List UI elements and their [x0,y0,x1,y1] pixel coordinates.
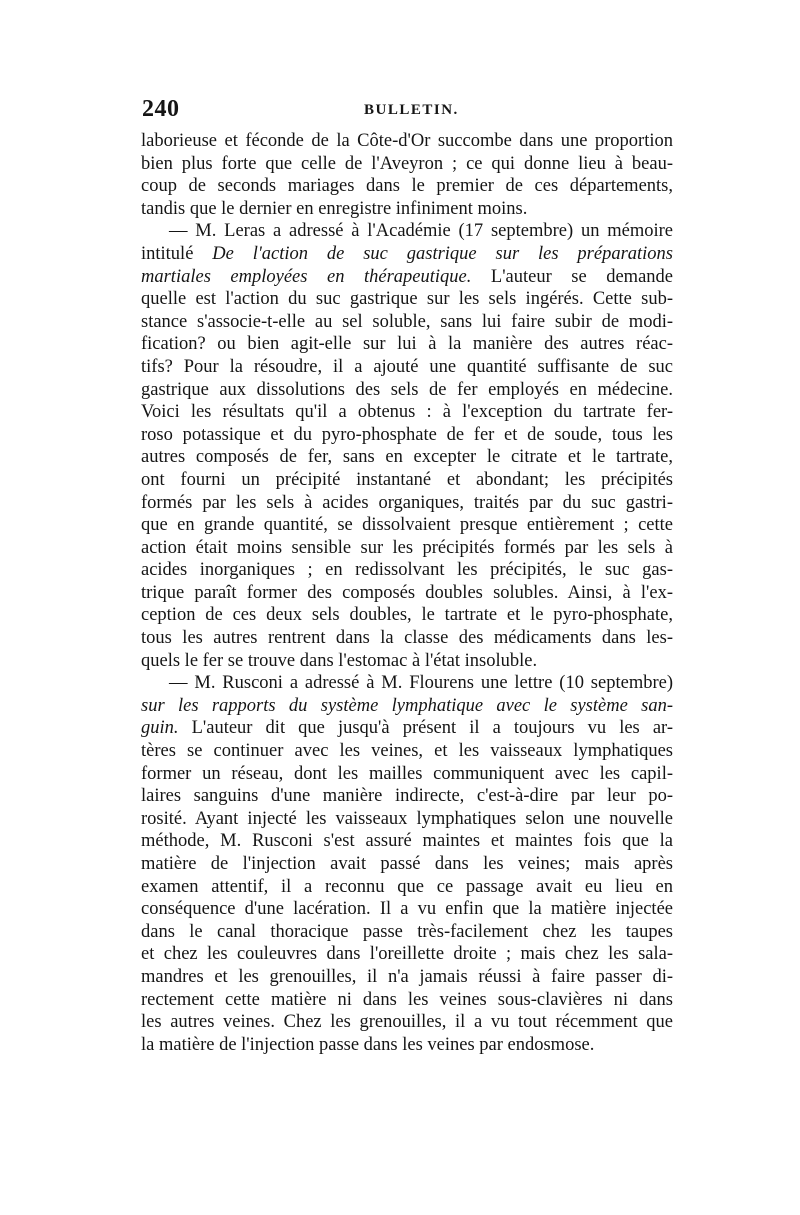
memoir-title: martiales employées en thérapeutique. [141,266,472,287]
text-line: examen attentif, il a reconnu que ce passage avait eu lieu en [141,876,673,897]
letter-title: sur les rapports du système lymphatique avec le système san- [141,695,673,716]
text-line: quels le fer se trouve dans l'estomac à l'état insoluble. [141,650,538,671]
text-line: bien plus forte que celle de l'Aveyron ; ce qui donne lieu à beau- [141,153,673,174]
text-line: Voici les résultats qu'il a obtenus : à l'exception du tartrate fer- [141,402,673,423]
text-line: ont fourni un précipité instantané et abondant; les précipités [141,469,673,490]
text-line: tères se continuer avec les veines, et les vaisseaux lymphatiques [141,741,673,762]
text-line: formés par les sels à acides organiques, traités par du suc gastri- [141,492,673,513]
text-line: ception de ces deux sels doubles, le tartrate et le pyro-phosphate, [141,605,673,626]
text-line: la matière de l'injection passe dans les veines par endosmose. [141,1034,595,1055]
text-line: dans le canal thoracique passe très-facilement chez les taupes [141,921,673,942]
text-line: laires sanguins d'une manière indirecte, c'est-à-dire par leur po- [141,786,673,807]
text-line: trique paraît former des composés doubles solubles. Ainsi, à l'ex- [141,582,673,603]
text-body [141,130,673,1056]
text-line: — M. Leras a adressé à l'Académie (17 septembre) un mémoire [169,221,673,242]
text-line: autres composés de fer, sans en excepter le citrate et le tartrate, [141,447,673,468]
text-line: que en grande quantité, se dissolvaient presque entièrement ; cette [141,515,673,536]
text-run: intitulé [141,243,213,264]
running-head [142,96,672,126]
text-line: gastrique aux dissolutions des sels de fer employés en médecine. [141,379,673,400]
text-run: L'auteur se demande [471,266,673,287]
text-run: L'auteur dit que jusqu'à présent il a toujours vu les ar- [178,718,673,739]
text-line: former un réseau, dont les mailles communiquent avec les capil- [141,763,673,784]
text-line: roso potassique et du pyro-phosphate de fer et de soude, tous les [141,424,673,445]
text-line: acides inorganiques ; en redissolvant les précipités, le suc gas- [141,560,673,581]
text-line: fication? ou bien agit-elle sur lui à la manière des autres réac- [141,334,673,355]
text-line: et chez les couleuvres dans l'oreillette droite ; mais chez les sala- [141,944,673,965]
text-line: mandres et les grenouilles, il n'a jamais réussi à faire passer di- [141,966,673,987]
text-line: tous les autres rentrent dans la classe des médicaments dans les- [141,628,673,649]
text-line: quelle est l'action du suc gastrique sur les sels ingérés. Cette sub- [141,289,673,310]
text-line: — M. Rusconi a adressé à M. Flourens une lettre (10 septembre) [169,673,673,694]
memoir-title: De l'action de suc gastrique sur les préparations [212,243,673,264]
text-line: tifs? Pour la résoudre, il a ajouté une quantité suffisante de suc [141,356,673,377]
text-line [141,243,673,266]
text-line: coup de seconds mariages dans le premier de ces départements, [141,176,673,197]
text-line: stance s'associe-t-elle au sel soluble, sans lui faire subir de modi- [141,311,673,332]
text-line: laborieuse et féconde de la Côte-d'Or succombe dans une proportion [141,131,673,151]
text-line: rectement cette matière ni dans les veines sous-clavières ni dans [141,989,673,1010]
text-line: tandis que le dernier en enregistre infiniment moins. [141,198,528,219]
text-line: les autres veines. Chez les grenouilles, il a vu tout récemment que [141,1012,673,1033]
text-line: méthode, M. Rusconi s'est assuré maintes et maintes fois que la [141,831,673,852]
text-line: rosité. Ayant injecté les vaisseaux lymphatiques selon une nouvelle [141,808,673,829]
text-line: matière de l'injection avait passé dans les veines; mais après [141,854,673,874]
text-line [141,717,673,740]
text-line [141,266,673,289]
page-number: 240 [142,96,180,122]
text-line: action était moins sensible sur les précipités formés par les sels à [141,537,673,558]
letter-title: guin. [141,718,179,739]
running-title: BULLETIN. [364,102,459,118]
text-line: conséquence d'une lacération. Il a vu enfin que la matière injectée [141,899,673,920]
